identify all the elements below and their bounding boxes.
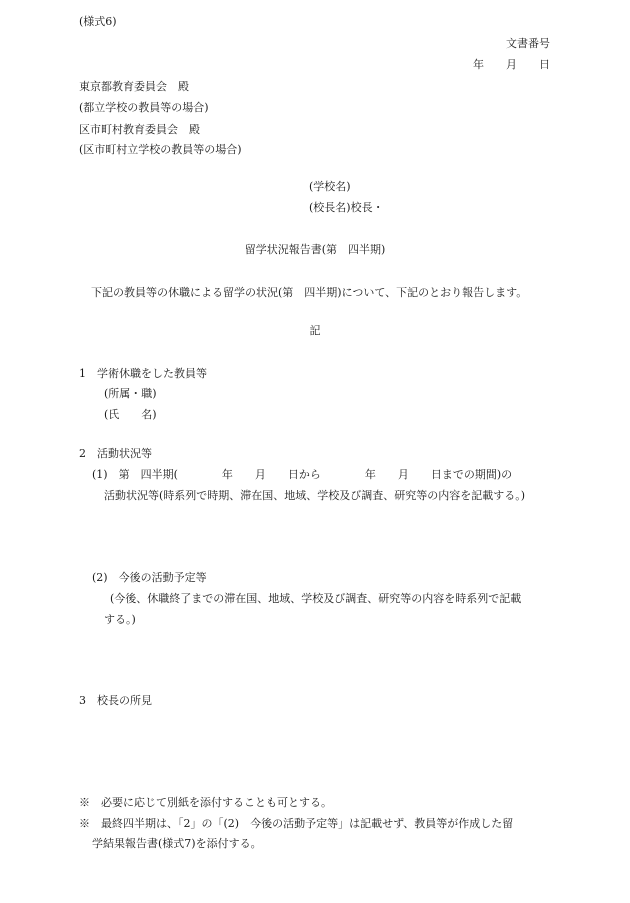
school-name: (学校名) [309,180,351,193]
addressee-note: (都立学校の教員等の場合) [79,101,209,114]
document-number: 文書番号 [506,37,550,50]
activity-item-2-heading: (2) 今後の活動予定等 [92,571,207,584]
note-2-cont: 学結果報告書(様式7)を添付する。 [92,837,262,850]
affiliation-field: (所属・職) [104,387,157,400]
section-3-heading: 3 校長の所見 [79,694,152,707]
name-field: (氏 名) [104,408,157,421]
addressee-line: 東京都教育委員会 殿 [79,80,189,93]
activity-item-2-detail: (今後、休職終了までの滞在国、地域、学校及び調査、研究等の内容を時系列で記載 [110,592,522,605]
intro-text: 下記の教員等の休職による留学の状況(第 四半期)について、下記のとおり報告します。 [91,286,528,299]
note-2: ※ 最終四半期は、「2」の「(2) 今後の活動予定等」は記載せず、教員等が作成した留 [79,817,514,830]
date-line: 年 月 日 [473,58,550,71]
addressee-note: (区市町村立学校の教員等の場合) [79,143,242,156]
activity-item-2-detail-cont: する。) [104,613,136,626]
document-title: 留学状況報告書(第 四半期) [244,243,386,256]
addressee-line: 区市町村教育委員会 殿 [79,123,200,136]
note-1: ※ 必要に応じて別紙を添付することも可とする。 [79,796,332,809]
section-2-heading: 2 活動状況等 [79,447,152,460]
activity-item-1: (1) 第 四半期( 年 月 日から 年 月 日までの期間)の [92,468,513,481]
ki-label: 記 [309,324,321,337]
section-1-heading: 1 学術休職をした教員等 [79,367,207,380]
activity-item-1-detail: 活動状況等(時系列で時期、滞在国、地域、学校及び調査、研究等の内容を記載する。) [104,489,526,502]
principal-name: (校長名)校長・ [309,201,384,214]
form-label: (様式6) [79,15,117,28]
